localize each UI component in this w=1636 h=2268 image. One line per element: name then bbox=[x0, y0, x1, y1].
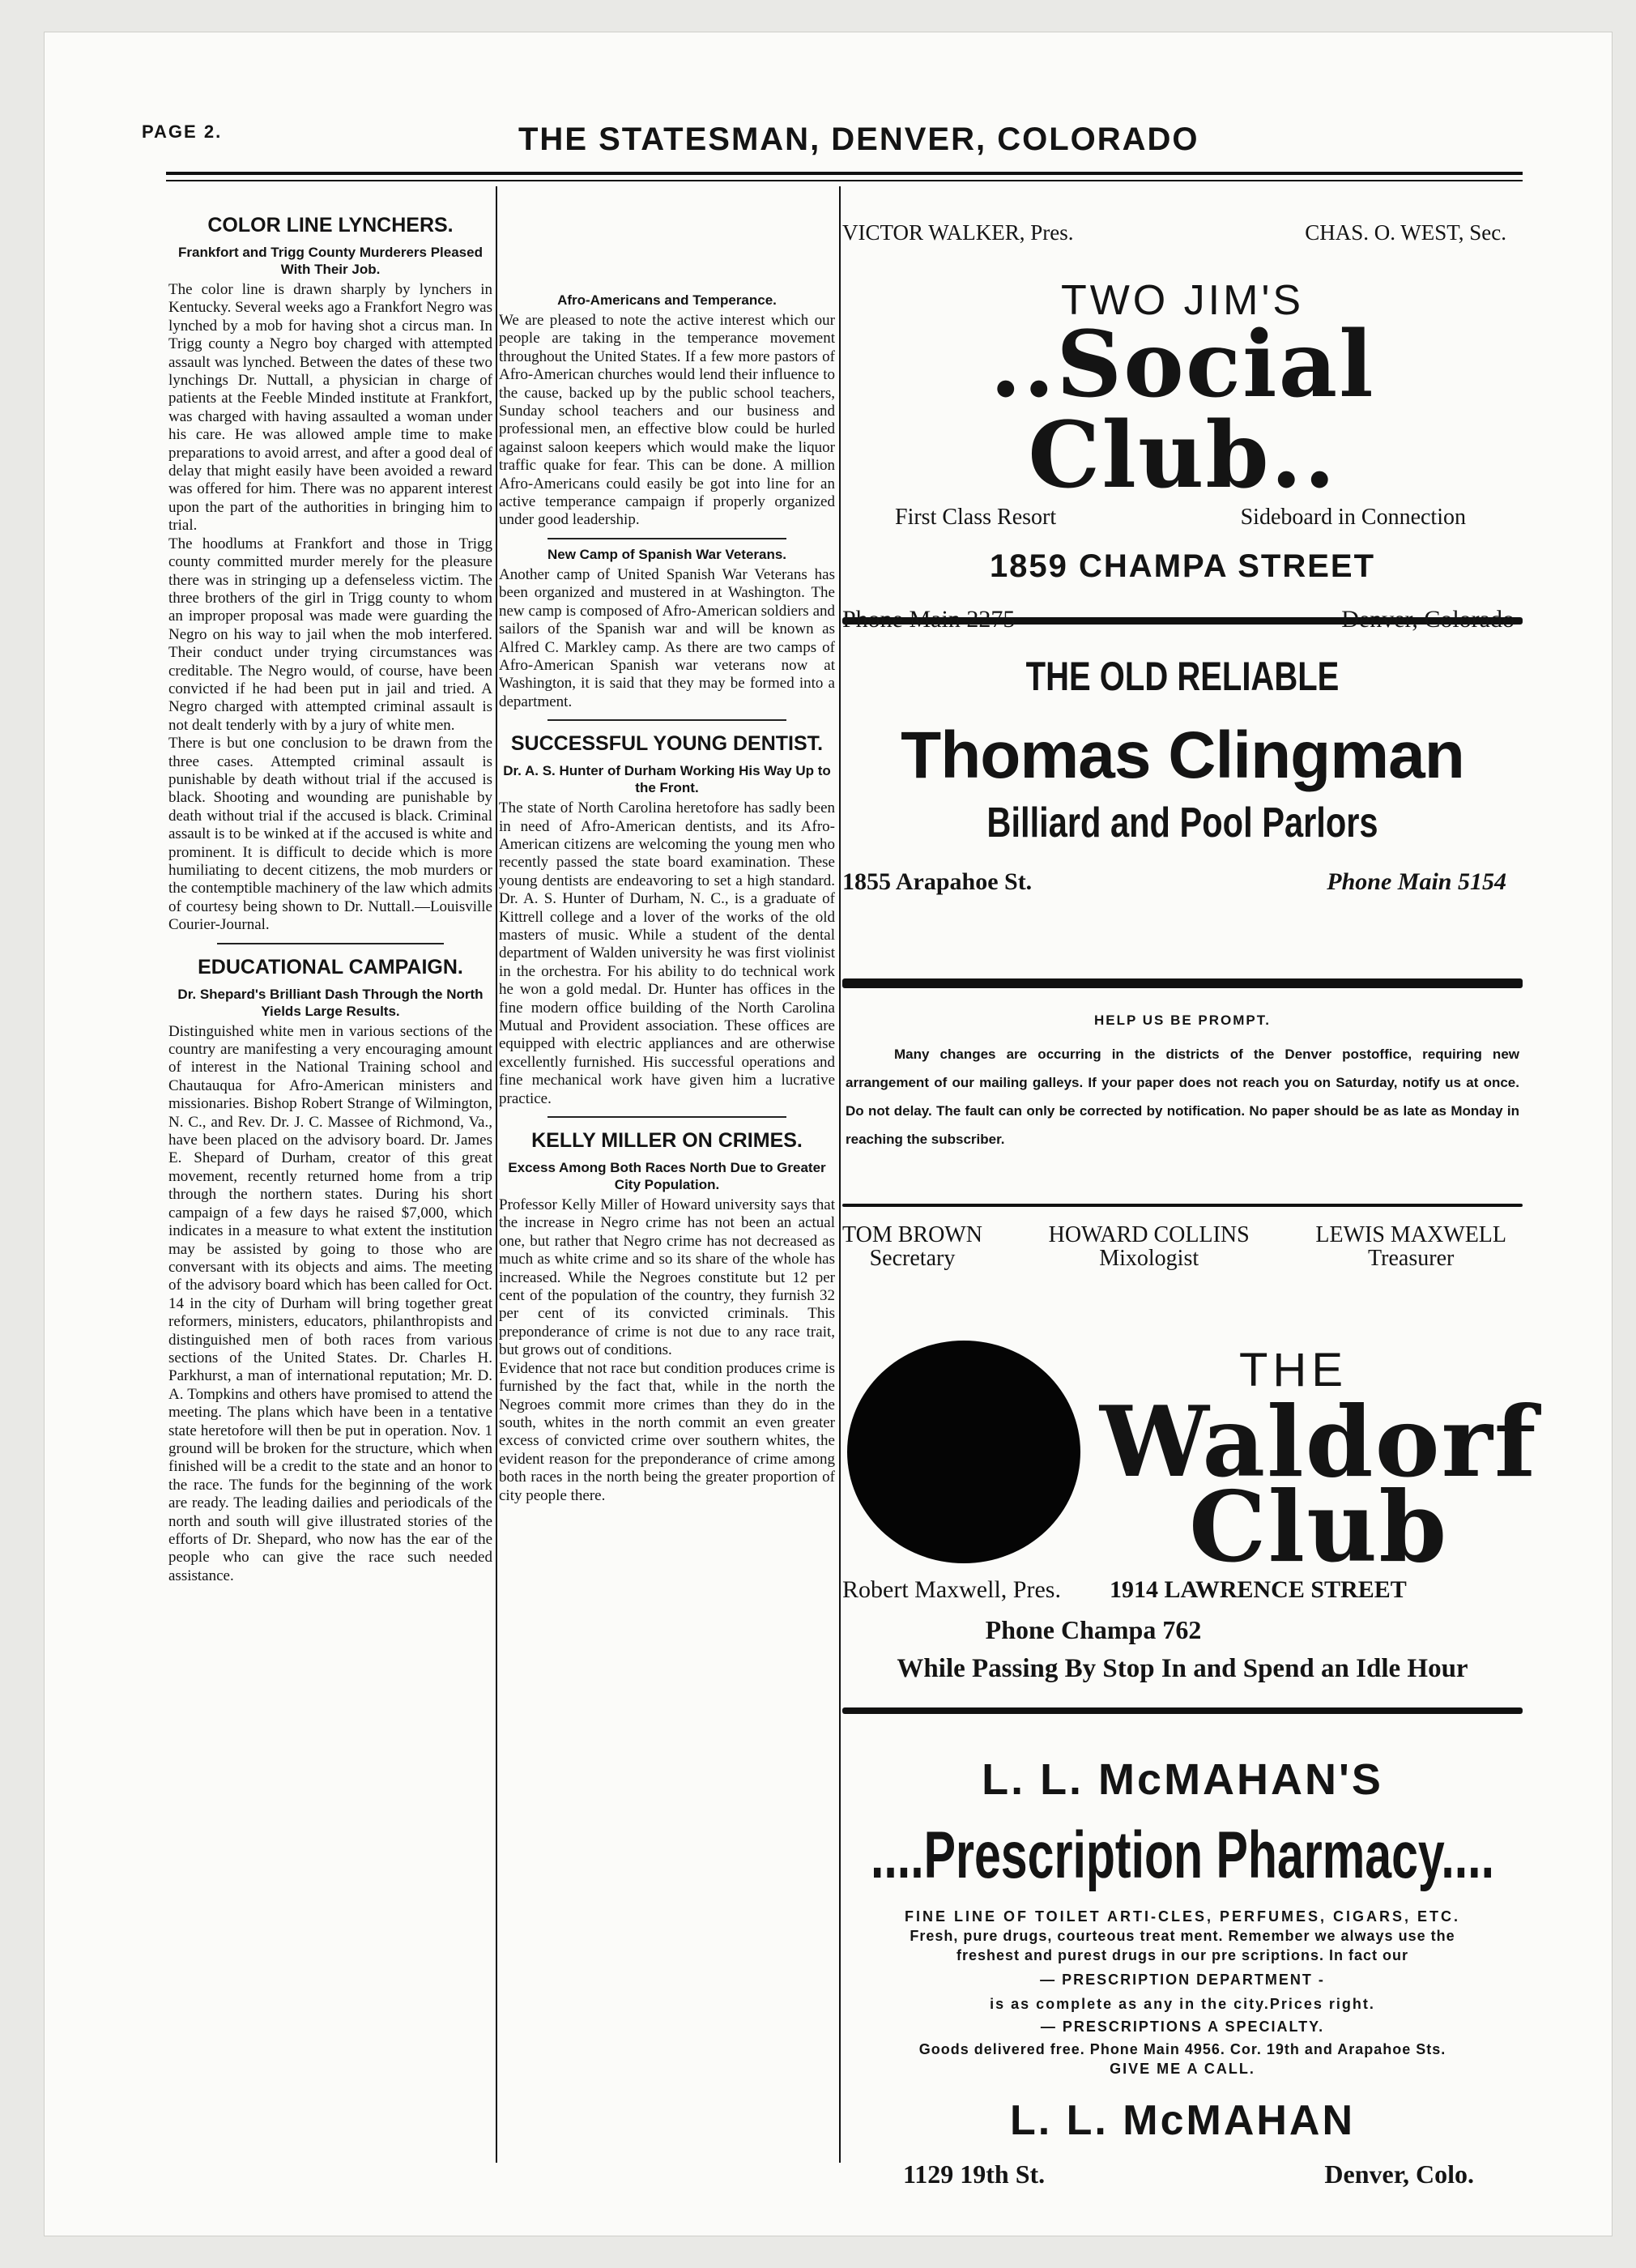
waldorf-officer-1-role: Secretary bbox=[869, 1246, 956, 1271]
article-separator bbox=[547, 719, 786, 721]
ad-clingman bbox=[842, 653, 1523, 987]
mcmahan-address: 1129 19th St. bbox=[903, 2159, 1046, 2189]
clingman-line1: THE OLD RELIABLE bbox=[1025, 654, 1340, 699]
social-club-tag-right: Sideboard in Connection bbox=[1240, 505, 1466, 530]
article-separator bbox=[217, 943, 444, 944]
header-rule-thin bbox=[166, 180, 1523, 181]
mcmahan-signature: L. L. McMAHAN bbox=[1009, 2097, 1356, 2144]
article-educational: Distinguished white men in various sections of the country are manifesting a very encouraging amount of interest in the National Training school and Chautauqua for Afro-American ministers and missionaries. Bishop Robert Strange of Wilmington, N. C., and Rev. Dr. J. C. Massee of Richmond, Va., have been placed on the advisory board. Dr. James E. Shepard of Durham, creator of this great movement, recently returned home from a trip through the northern states. During his short campaign of a few days he raised $7,000, which indicates in a measure to what extent the institution may be assisted by going to those who are conversant with its objects and aims. The meeting of the advisory board which has been called for Oct. 14 in the city of Durham will bring together great reformers, ministers, educators, philanthropists and distinguished men of both races from various sections of the United States. Dr. Charles H. Parkhurst, a man of international reputation; Mr. D. A. Tompkins and others have promised to attend the meeting. The plans which have been in a tentative state heretofore will then be put in operation. Nov. 1 ground will be broken for the structure, which when finished will be a credit to the state and an honor to the race. The funds for the beginning of the work are ready. The leading dailies and periodicals of the north and south will give illustrated stories of the efforts of Dr. Shepard, who now has the ear of the people who can give the race such needed assistance. bbox=[168, 1022, 492, 1584]
clingman-line2: Billiard and Pool Parlors bbox=[986, 799, 1378, 846]
social-club-secretary: CHAS. O. WEST, Sec. bbox=[1305, 220, 1506, 245]
social-club-tag-left: First Class Resort bbox=[895, 505, 1057, 530]
article-color-line-p1: The color line is drawn sharply by lynchers in Kentucky. Several weeks ago a Frankfort Negro was lynched by a mob for having shot a circus man. In Trigg county a Negro boy charged with attempted assault was lynched. Between the dates of these two lynchings Dr. Nuttall, a physician in charge of patients at the Feeble Minded institute at Frankfort, was charged with having assaulted a woman under his care. He was allowed ample time to make preparations to avoid arrest, and after a good deal of delay that might easily have been avoided a reward was offered for him. There was no apparent interest upon the part of the authorities in bringing him to trial. bbox=[168, 281, 492, 535]
notice-title: HELP US BE PROMPT. bbox=[1094, 1013, 1271, 1028]
article-color-line-p2: The hoodlums at Frankfort and those in Trigg county committed murder merely for the pleasure there was in stringing up a defenseless victim. The three brothers of the girl in Trigg county to whom an improper proposal was made were guarding the Negro on his way to jail when the mob interfered. Their conduct under trying circumstances was creditable. The Negro would, of course, have been convicted if he had been put in jail and tried. A Negro charged with attempted criminal assault is not dealt tenderly with by a jury of white men. bbox=[168, 535, 492, 734]
mcmahan-text-8: GIVE ME A CALL. bbox=[1110, 2061, 1255, 2077]
waldorf-officer-3 bbox=[1315, 1223, 1506, 1270]
social-club-line1: TWO JIM'S bbox=[1060, 277, 1305, 324]
waldorf-black-circle bbox=[847, 1341, 1080, 1563]
headline-color-line: COLOR LINE LYNCHERS. bbox=[207, 214, 454, 237]
header-rule bbox=[166, 172, 1523, 175]
article-dentist: The state of North Carolina heretofore has sadly been in need of Afro-American dentists, and its Afro-American citizens are welcoming the young men who recently passed the state board examination. These young dentists are endeavoring to set a high standard. Dr. A. S. Hunter of Durham, N. C., is a graduate of Kittrell college and a lover of the works of the old masters of music. While a student of the dental department of Walden university he was first violinist in the orchestra. For his ability to do technical work he won a gold medal. Dr. Hunter has offices in the fine modern office building of the North Carolina Mutual and Provident association. These offices are equipped with electric appliances and are otherwise excellently furnished. His successful operations and fine mechanical work have given him a lucrative practice. bbox=[499, 799, 835, 1107]
mcmahan-line1: L. L. McMAHAN'S bbox=[982, 1755, 1383, 1804]
social-club-president: VICTOR WALKER, Pres. bbox=[842, 220, 1074, 245]
mcmahan-text-4: — PRESCRIPTION DEPARTMENT - bbox=[1040, 1972, 1325, 1988]
headline-dentist: SUCCESSFUL YOUNG DENTIST. bbox=[510, 732, 824, 756]
mcmahan-text-6: — PRESCRIPTIONS A SPECIALTY. bbox=[1040, 2019, 1325, 2035]
article-temperance: We are pleased to note the active interest which our people are taking in the temperance movement throughout the United States. If a few more pastors of Afro-American churches would lend their influence to the cause, backed up by the public school teachers, Sunday school teachers and our business and professional men, an effective blow could be hurled against saloon keepers which would make the liquor traffic quake for fear. This can be done. A million Afro-Americans could easily be got into line for an active temperance campaign if properly organized under good leadership. bbox=[499, 312, 835, 529]
subhead-educational: Dr. Shepard's Brilliant Dash Through the North Yields Large Results. bbox=[177, 986, 484, 1019]
subhead-veterans: New Camp of Spanish War Veterans. bbox=[547, 546, 787, 562]
waldorf-officer-3-name: LEWIS MAXWELL bbox=[1315, 1222, 1506, 1247]
notice-body: Many changes are occurring in the districts of the Denver postoffice, requiring new arrangement of our mailing galleys. If your paper does not reach you on Saturday, notify us at once. Do not delay. The fault can only be corrected by notification. No paper should be as late as Monday in reaching the subscriber. bbox=[846, 1047, 1519, 1147]
headline-educational: EDUCATIONAL CAMPAIGN. bbox=[198, 955, 463, 978]
waldorf-name-1: Waldorf bbox=[1100, 1385, 1538, 1499]
column-rule-2 bbox=[839, 186, 841, 2163]
headline-kelly-miller: KELLY MILLER ON CRIMES. bbox=[531, 1129, 803, 1153]
waldorf-officer-2 bbox=[1049, 1223, 1250, 1270]
waldorf-the: THE bbox=[1239, 1344, 1348, 1396]
ad-mcmahan-pharmacy bbox=[842, 1754, 1523, 2240]
article-kelly-miller-p2: Evidence that not race but condition produces crime is furnished by the fact that, while in the north the Negroes commit more crimes than they do in the south, whites in the north commit an even greater excess of convicted crime over southern whites, the evident reason for the preponderance of crime among both races in the north being the greater proportion of city people there. bbox=[499, 1359, 835, 1504]
page-number: PAGE 2. bbox=[142, 122, 223, 142]
social-club-city: Denver, Colorado bbox=[1341, 606, 1515, 633]
article-color-line-p3: There is but one conclusion to be drawn from the three cases. Attempted criminal assault is punishable by death without trial if the accused is black. Shooting and wounding are punishable by death without trial if the accused is black. Criminal assault is to be winked at if the accused is white and prominent. It is difficult to decide which is more humiliating to decent citizens, the mob murders or the contemptible machinery of the law which admits of courtesy being shown to Dr. Nuttall.—Louisville Courier-Journal. bbox=[168, 735, 492, 934]
waldorf-president: Robert Maxwell, Pres. bbox=[842, 1576, 1061, 1603]
waldorf-officer-1 bbox=[842, 1223, 982, 1270]
social-club-name: ..Social Club.. bbox=[990, 312, 1375, 509]
article-kelly-miller-p1: Professor Kelly Miller of Howard university says that the increase in Negro crime has not been an actual one, but rather that Negro crime has not decreased as much as white crime and so its share of the whole has increased. While the Negroes constitute but 12 per cent of the population of the country, they furnish 32 per cent of its convicted criminals. This preponderance of crime is not due to any race trait, but grows out of conditions. bbox=[499, 1196, 835, 1359]
ad-social-club bbox=[842, 220, 1523, 633]
social-club-phone: Phone Main 2275 bbox=[842, 606, 1016, 633]
mcmahan-text-3: freshest and purest drugs in our pre scriptions. In fact our bbox=[956, 1947, 1409, 1963]
ad-waldorf-club bbox=[842, 1222, 1538, 1683]
mcmahan-name: ....Prescription Pharmacy.... bbox=[870, 1818, 1494, 1892]
clingman-address: 1855 Arapahoe St. bbox=[842, 868, 1033, 895]
waldorf-slogan: While Passing By Stop In and Spend an Idle Hour bbox=[897, 1654, 1468, 1683]
masthead-title: THE STATESMAN, DENVER, COLORADO bbox=[518, 122, 1199, 157]
waldorf-officer-3-role: Treasurer bbox=[1368, 1246, 1455, 1271]
article-separator bbox=[547, 538, 786, 539]
subhead-temperance: Afro-Americans and Temperance. bbox=[557, 292, 777, 308]
waldorf-phone: Phone Champa 762 bbox=[985, 1615, 1202, 1644]
waldorf-address: 1914 LAWRENCE STREET bbox=[1109, 1576, 1407, 1603]
mcmahan-text-5: is as complete as any in the city.Prices right. bbox=[990, 1996, 1375, 2012]
ad-divider bbox=[842, 1707, 1523, 1714]
article-veterans: Another camp of United Spanish War Veterans has been organized and mustered in at Washington. The new camp is composed of Afro-American soldiers and sailors of the Spanish war and will be known as Alfred C. Markley camp. As there are two camps of Afro-American Spanish war veterans now at Washington, it is said that they may be formed into a department. bbox=[499, 565, 835, 710]
article-separator bbox=[547, 1116, 786, 1118]
clingman-phone: Phone Main 5154 bbox=[1327, 868, 1506, 895]
mcmahan-text-7: Goods delivered free. Phone Main 4956. Cor. 19th and Arapahoe Sts. bbox=[918, 2041, 1446, 2057]
waldorf-officer-2-name: HOWARD COLLINS bbox=[1048, 1222, 1250, 1247]
clingman-name: Thomas Clingman bbox=[901, 718, 1464, 792]
social-club-address: 1859 CHAMPA STREET bbox=[989, 548, 1376, 584]
subhead-dentist: Dr. A. S. Hunter of Durham Working His Way Up to the Front. bbox=[503, 763, 831, 796]
waldorf-officer-1-name: TOM BROWN bbox=[842, 1222, 982, 1247]
mcmahan-text-2: Fresh, pure drugs, courteous treat ment. Remember we always use the bbox=[910, 1928, 1455, 1944]
subhead-kelly-miller: Excess Among Both Races North Due to Greater City Population. bbox=[508, 1160, 826, 1193]
column-2 bbox=[499, 202, 835, 2171]
notice-box bbox=[842, 1013, 1523, 1207]
column-rule-1 bbox=[496, 186, 497, 2163]
waldorf-name-2: Club bbox=[1189, 1470, 1449, 1584]
advertisement-column bbox=[842, 202, 1538, 2189]
waldorf-officer-2-role: Mixologist bbox=[1099, 1246, 1199, 1271]
column-1 bbox=[168, 202, 492, 2171]
subhead-color-line: Frankfort and Trigg County Murderers Pleased With Their Job. bbox=[178, 245, 483, 277]
mcmahan-text-1: FINE LINE OF TOILET ARTI-CLES, PERFUMES, CIGARS, ETC. bbox=[904, 1908, 1461, 1925]
mcmahan-city: Denver, Colo. bbox=[1324, 2159, 1474, 2189]
